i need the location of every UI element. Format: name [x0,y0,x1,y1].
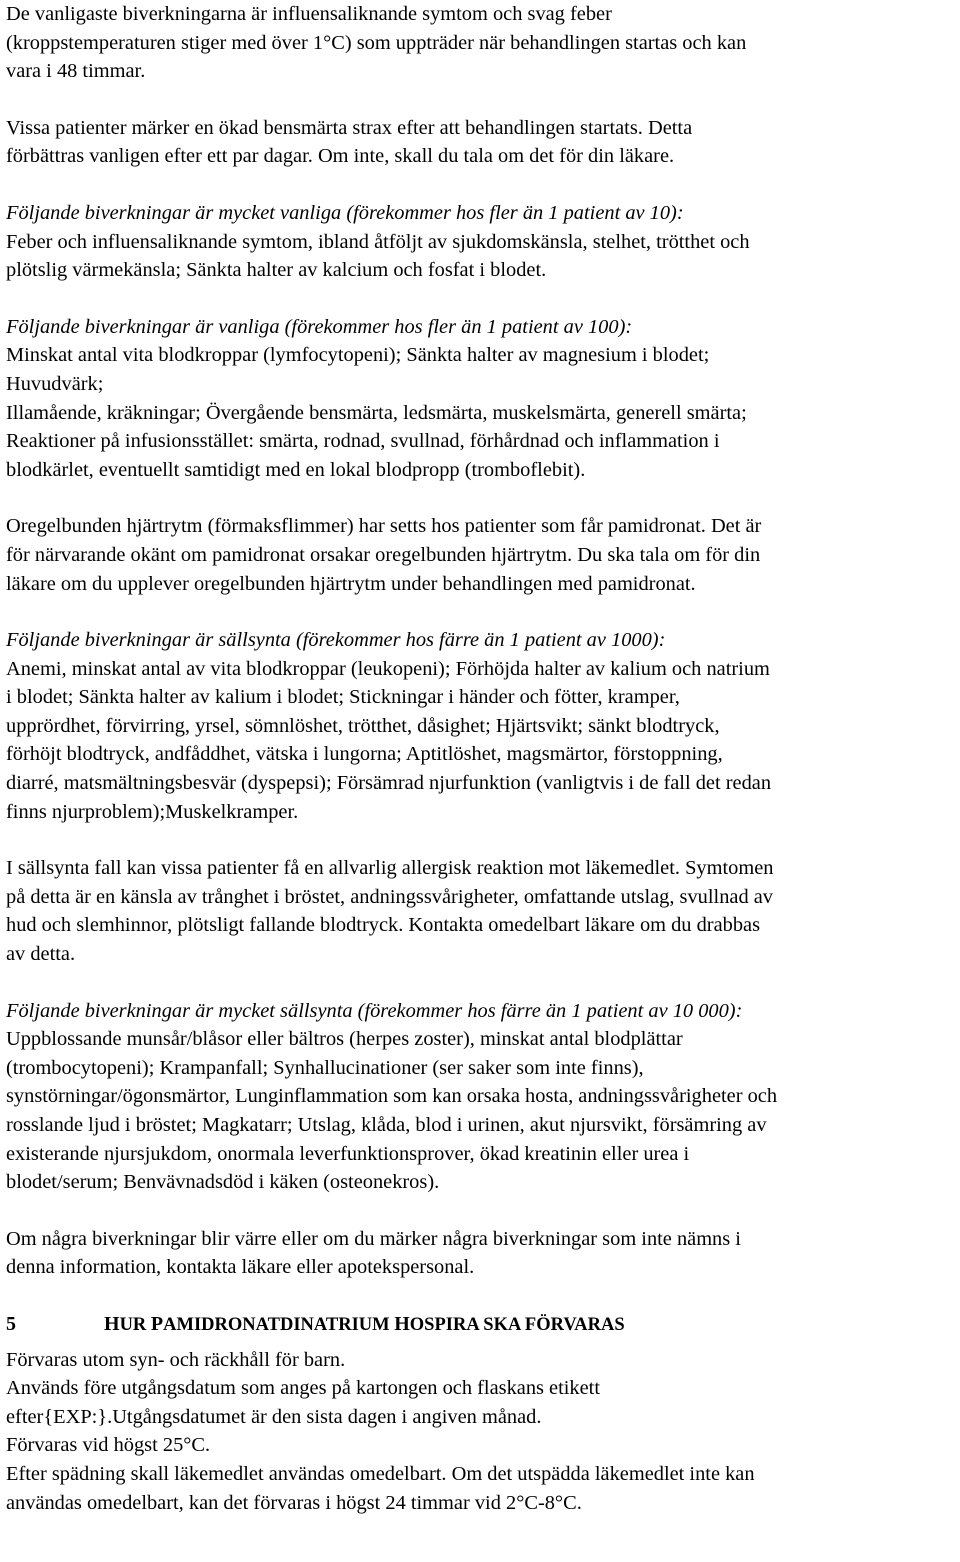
paragraph-gap [6,171,958,199]
text-line: existerande njursjukdom, onormala leverfunktionsprover, ökad kreatinin eller urea i [6,1142,690,1165]
text-line: Förvaras utom syn- och räckhåll för barn. [6,1348,346,1371]
text-line: vara i 48 timmar. [6,60,146,83]
text-line: i blodet; Sänkta halter av kalium i blodet; Stickningar i händer och fötter, kramper, [6,686,680,709]
text-line: plötslig värmekänsla; Sänkta halter av kalcium och fosfat i blodet. [6,259,547,282]
text-line: diarré, matsmältningsbesvär (dyspepsi); Försämrad njurfunktion (vanligtvis i de fall det redan [6,772,772,795]
text-line: Efter spädning skall läkemedlet användas omedelbart. Om det utspädda läkemedlet inte kan [6,1462,755,1485]
report-paragraph [6,1225,958,1282]
very-common-section [6,199,958,285]
paragraph-gap [6,826,958,854]
very-rare-section [6,997,958,1197]
text-line: förhöjt blodtryck, andfåddhet, vätska i lungorna; Aptitlöshet, magsmärtor, förstoppning, [6,743,723,766]
text-line: De vanligaste biverkningarna är influensaliknande symtom och svag feber [6,3,612,25]
frequency-heading: Följande biverkningar är vanliga (förekommer hos fler än 1 patient av 100): [6,315,633,338]
text-line: synstörningar/ögonsmärtor, Lunginflammation som kan orsaka hosta, andningssvårigheter och [6,1085,778,1108]
text-line: Oregelbunden hjärtrytm (förmaksflimmer) har setts hos patienter som får pamidronat. Det är [6,515,762,538]
paragraph-gap [6,484,958,512]
text-line: efter{EXP:}.Utgångsdatumet är den sista dagen i angiven månad. [6,1405,542,1428]
paragraph-gap [6,1197,958,1225]
text-line: blodet/serum; Benvävnadsdöd i käken (osteonekros). [6,1171,440,1194]
text-line: blodkärlet, eventuellt samtidigt med en lokal blodpropp (tromboflebit). [6,458,586,481]
intro-paragraph-1 [6,0,958,86]
rare-section [6,626,958,826]
paragraph-gap [6,86,958,114]
allergy-paragraph [6,854,958,968]
heading-initial: H [394,1312,410,1335]
frequency-heading: Följande biverkningar är mycket sällsynta (förekommer hos färre än 1 patient av 10 000): [6,999,743,1022]
text-line: Används före utgångsdatum som anges på kartongen och flaskans etikett [6,1377,601,1400]
text-line: Om några biverkningar blir värre eller om du märker några biverkningar som inte nämns i [6,1227,741,1250]
text-line: av detta. [6,943,76,966]
text-line: denna information, kontakta läkare eller apotekspersonal. [6,1256,475,1279]
paragraph-gap [6,969,958,997]
text-line: Huvudvärk; [6,372,104,395]
text-line: användas omedelbart, kan det förvaras i högst 24 timmar vid 2°C-8°C. [6,1491,582,1514]
text-line: finns njurproblem);Muskelkramper. [6,800,299,823]
heading-initial: H [104,1312,120,1335]
text-line: på detta är en känsla av trånghet i bröstet, andningssvårigheter, omfattande utslag, svullnad av [6,885,773,908]
heading-smallcaps: AMIDRONATDINATRIUM [163,1314,395,1335]
text-line: Illamående, kräkningar; Övergående bensmärta, ledsmärta, muskelsmärta, generell smärta; [6,401,747,424]
text-line: Anemi, minskat antal av vita blodkroppar (leukopeni); Förhöjda halter av kalium och natrium [6,657,770,680]
paragraph-gap [6,1282,958,1310]
text-line: Minskat antal vita blodkroppar (lymfocytopeni); Sänkta halter av magnesium i blodet; [6,344,710,367]
text-line: upprördhet, förvirring, yrsel, sömnlöshet, trötthet, dåsighet; Hjärtsvikt; sänkt blodtryck, [6,714,720,737]
text-line: (trombocytopeni); Krampanfall; Synhallucinationer (ser saker som inte finns), [6,1056,644,1079]
frequency-heading: Följande biverkningar är sällsynta (förekommer hos färre än 1 patient av 1000): [6,629,666,652]
storage-paragraph [6,1346,958,1518]
intro-paragraph-2 [6,114,958,171]
text-line: Förvaras vid högst 25°C. [6,1434,211,1457]
text-line: hud och slemhinnor, plötsligt fallande blodtryck. Kontakta omedelbart läkare om du drabbas [6,914,761,937]
leaflet-page [6,0,958,1517]
text-line: Uppblossande munsår/blåsor eller bältros (herpes zoster), minskat antal blodplättar [6,1028,683,1051]
text-line: rosslande ljud i bröstet; Magkatarr; Utslag, klåda, blod i urinen, akut njursvikt, försämring av [6,1114,767,1136]
text-line: I sällsynta fall kan vissa patienter få en allvarlig allergisk reaktion mot läkemedlet. Symtomen [6,857,774,880]
section-number: 5 [6,1312,16,1335]
text-line: läkare om du upplever oregelbunden hjärtrytm under behandlingen med pamidronat. [6,572,696,595]
text-line: för närvarande okänt om pamidronat orsakar oregelbunden hjärtrytm. Du ska tala om för din [6,543,761,566]
common-section [6,313,958,485]
text-line: förbättras vanligen efter ett par dagar. Om inte, skall du tala om det för din läkare. [6,145,675,168]
frequency-heading: Följande biverkningar är mycket vanliga (förekommer hos fler än 1 patient av 10): [6,201,684,224]
text-line: Feber och influensaliknande symtom, ibland åtföljt av sjukdomskänsla, stelhet, trötthet och [6,230,750,253]
heading-smallcaps: UR [119,1314,151,1335]
paragraph-gap [6,598,958,626]
text-line: Vissa patienter märker en ökad bensmärta strax efter att behandlingen startats. Detta [6,116,693,139]
section-5-heading [6,1310,958,1340]
text-line: Reaktioner på infusionsstället: smärta, rodnad, svullnad, förhårdnad och inflammation i [6,430,720,453]
text-line: (kroppstemperaturen stiger med över 1°C) som uppträder när behandlingen startas och kan [6,31,747,54]
paragraph-gap [6,285,958,313]
heading-initial: P [150,1312,164,1335]
heading-smallcaps: OSPIRA SKA FÖRVARAS [409,1314,625,1335]
arrhythmia-paragraph [6,512,958,598]
